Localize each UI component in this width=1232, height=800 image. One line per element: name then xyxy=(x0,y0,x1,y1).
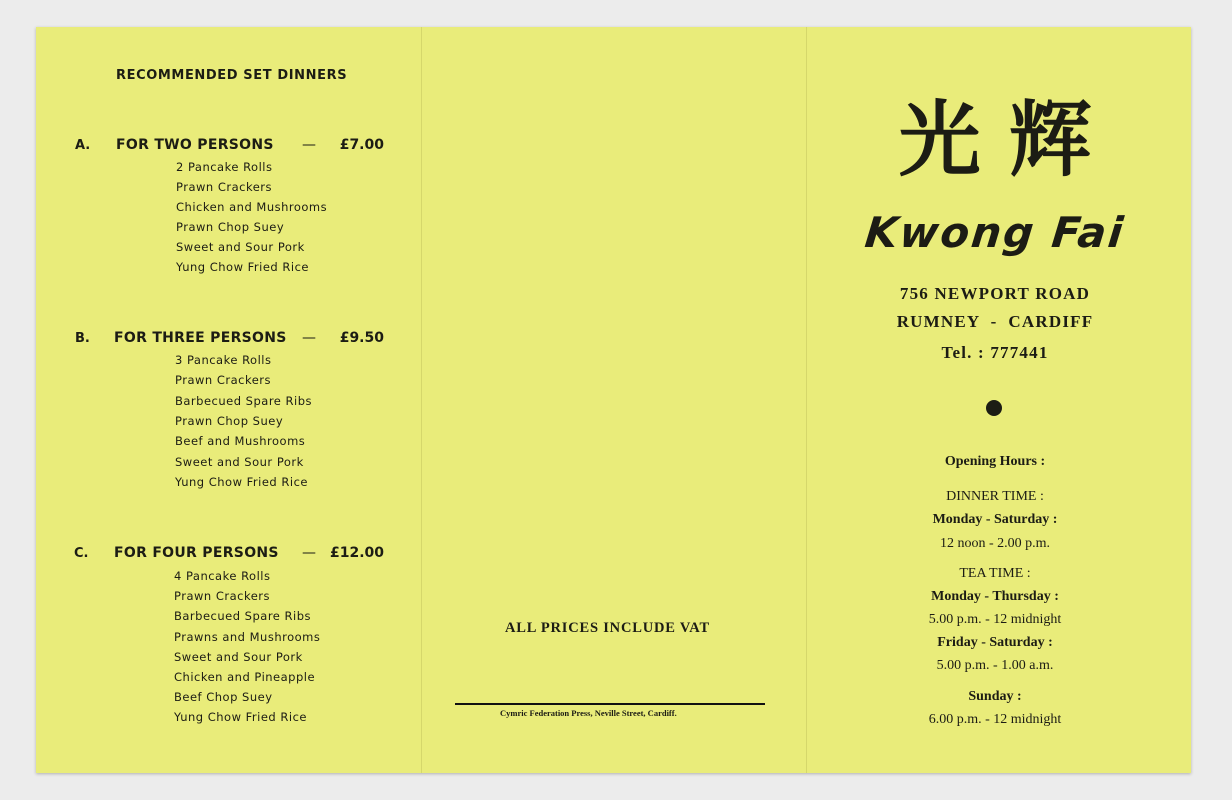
printer-credit: Cymric Federation Press, Neville Street, Cardiff. xyxy=(500,708,677,718)
set-a-item: Prawn Crackers xyxy=(176,180,273,194)
set-a-item: Chicken and Mushrooms xyxy=(176,200,328,214)
set-c-item: Prawns and Mushrooms xyxy=(174,630,321,644)
set-b-item: Barbecued Spare Ribs xyxy=(175,394,313,408)
set-b-price: £9.50 xyxy=(339,330,384,346)
printer-rule xyxy=(455,703,765,705)
set-c-item: 4 Pancake Rolls xyxy=(174,569,271,583)
set-b-item: Prawn Crackers xyxy=(175,373,272,387)
set-b-letter: B. xyxy=(75,331,90,346)
set-b-item: 3 Pancake Rolls xyxy=(175,353,272,367)
set-b-dash: — xyxy=(302,330,316,346)
set-b-item: Beef and Mushrooms xyxy=(175,434,306,448)
sunday-days: Sunday : xyxy=(968,689,1022,704)
set-a-name: FOR TWO PERSONS xyxy=(116,137,274,153)
set-a-price: £7.00 xyxy=(339,137,384,153)
dinner-hours: 12 noon - 2.00 p.m. xyxy=(939,536,1051,551)
set-a-item: Yung Chow Fried Rice xyxy=(176,260,309,274)
opening-hours-title: Opening Hours : xyxy=(944,454,1046,469)
address-line-1: 756 NEWPORT ROAD xyxy=(899,284,1091,303)
set-a-item: Sweet and Sour Pork xyxy=(176,240,305,254)
set-b-item: Prawn Chop Suey xyxy=(175,414,284,428)
set-c-item: Chicken and Pineapple xyxy=(174,670,316,684)
chinese-name: 光 辉 xyxy=(898,92,1092,188)
tea-hours-2: 5.00 p.m. - 1.00 a.m. xyxy=(936,658,1054,673)
set-c-item: Yung Chow Fried Rice xyxy=(174,710,307,724)
set-b-item: Sweet and Sour Pork xyxy=(175,455,304,469)
set-c-name: FOR FOUR PERSONS xyxy=(114,545,279,561)
phone-number: Tel. : 777441 xyxy=(941,343,1049,362)
set-c-item: Beef Chop Suey xyxy=(174,690,273,704)
tea-days-2: Friday - Saturday : xyxy=(937,635,1053,650)
set-c-letter: C. xyxy=(74,546,89,561)
set-c-item: Prawn Crackers xyxy=(174,589,271,603)
dinner-time-label: DINNER TIME : xyxy=(946,489,1044,504)
sunday-hours: 6.00 p.m. - 12 midnight xyxy=(928,712,1062,727)
set-c-item: Barbecued Spare Ribs xyxy=(174,609,312,623)
tea-hours-1: 5.00 p.m. - 12 midnight xyxy=(928,612,1062,627)
fold-line-right xyxy=(806,27,807,773)
divider-dot xyxy=(986,400,1002,416)
dinner-days: Monday - Saturday : xyxy=(932,512,1058,527)
address-line-2: RUMNEY - CARDIFF xyxy=(896,312,1094,331)
set-c-item: Sweet and Sour Pork xyxy=(174,650,303,664)
restaurant-name: Kwong Fai xyxy=(862,208,1128,257)
fold-line-left xyxy=(421,27,422,773)
set-a-dash: — xyxy=(302,137,316,153)
set-a-item: 2 Pancake Rolls xyxy=(176,160,273,174)
tea-time-label: TEA TIME : xyxy=(959,566,1031,581)
set-dinners-heading: RECOMMENDED SET DINNERS xyxy=(116,68,348,83)
tea-days-1: Monday - Thursday : xyxy=(931,589,1059,604)
set-a-letter: A. xyxy=(75,138,91,153)
set-c-price: £12.00 xyxy=(329,545,384,561)
set-c-dash: — xyxy=(302,545,316,561)
vat-note: ALL PRICES INCLUDE VAT xyxy=(505,620,710,636)
set-b-item: Yung Chow Fried Rice xyxy=(175,475,308,489)
set-b-name: FOR THREE PERSONS xyxy=(114,330,287,346)
set-a-item: Prawn Chop Suey xyxy=(176,220,285,234)
